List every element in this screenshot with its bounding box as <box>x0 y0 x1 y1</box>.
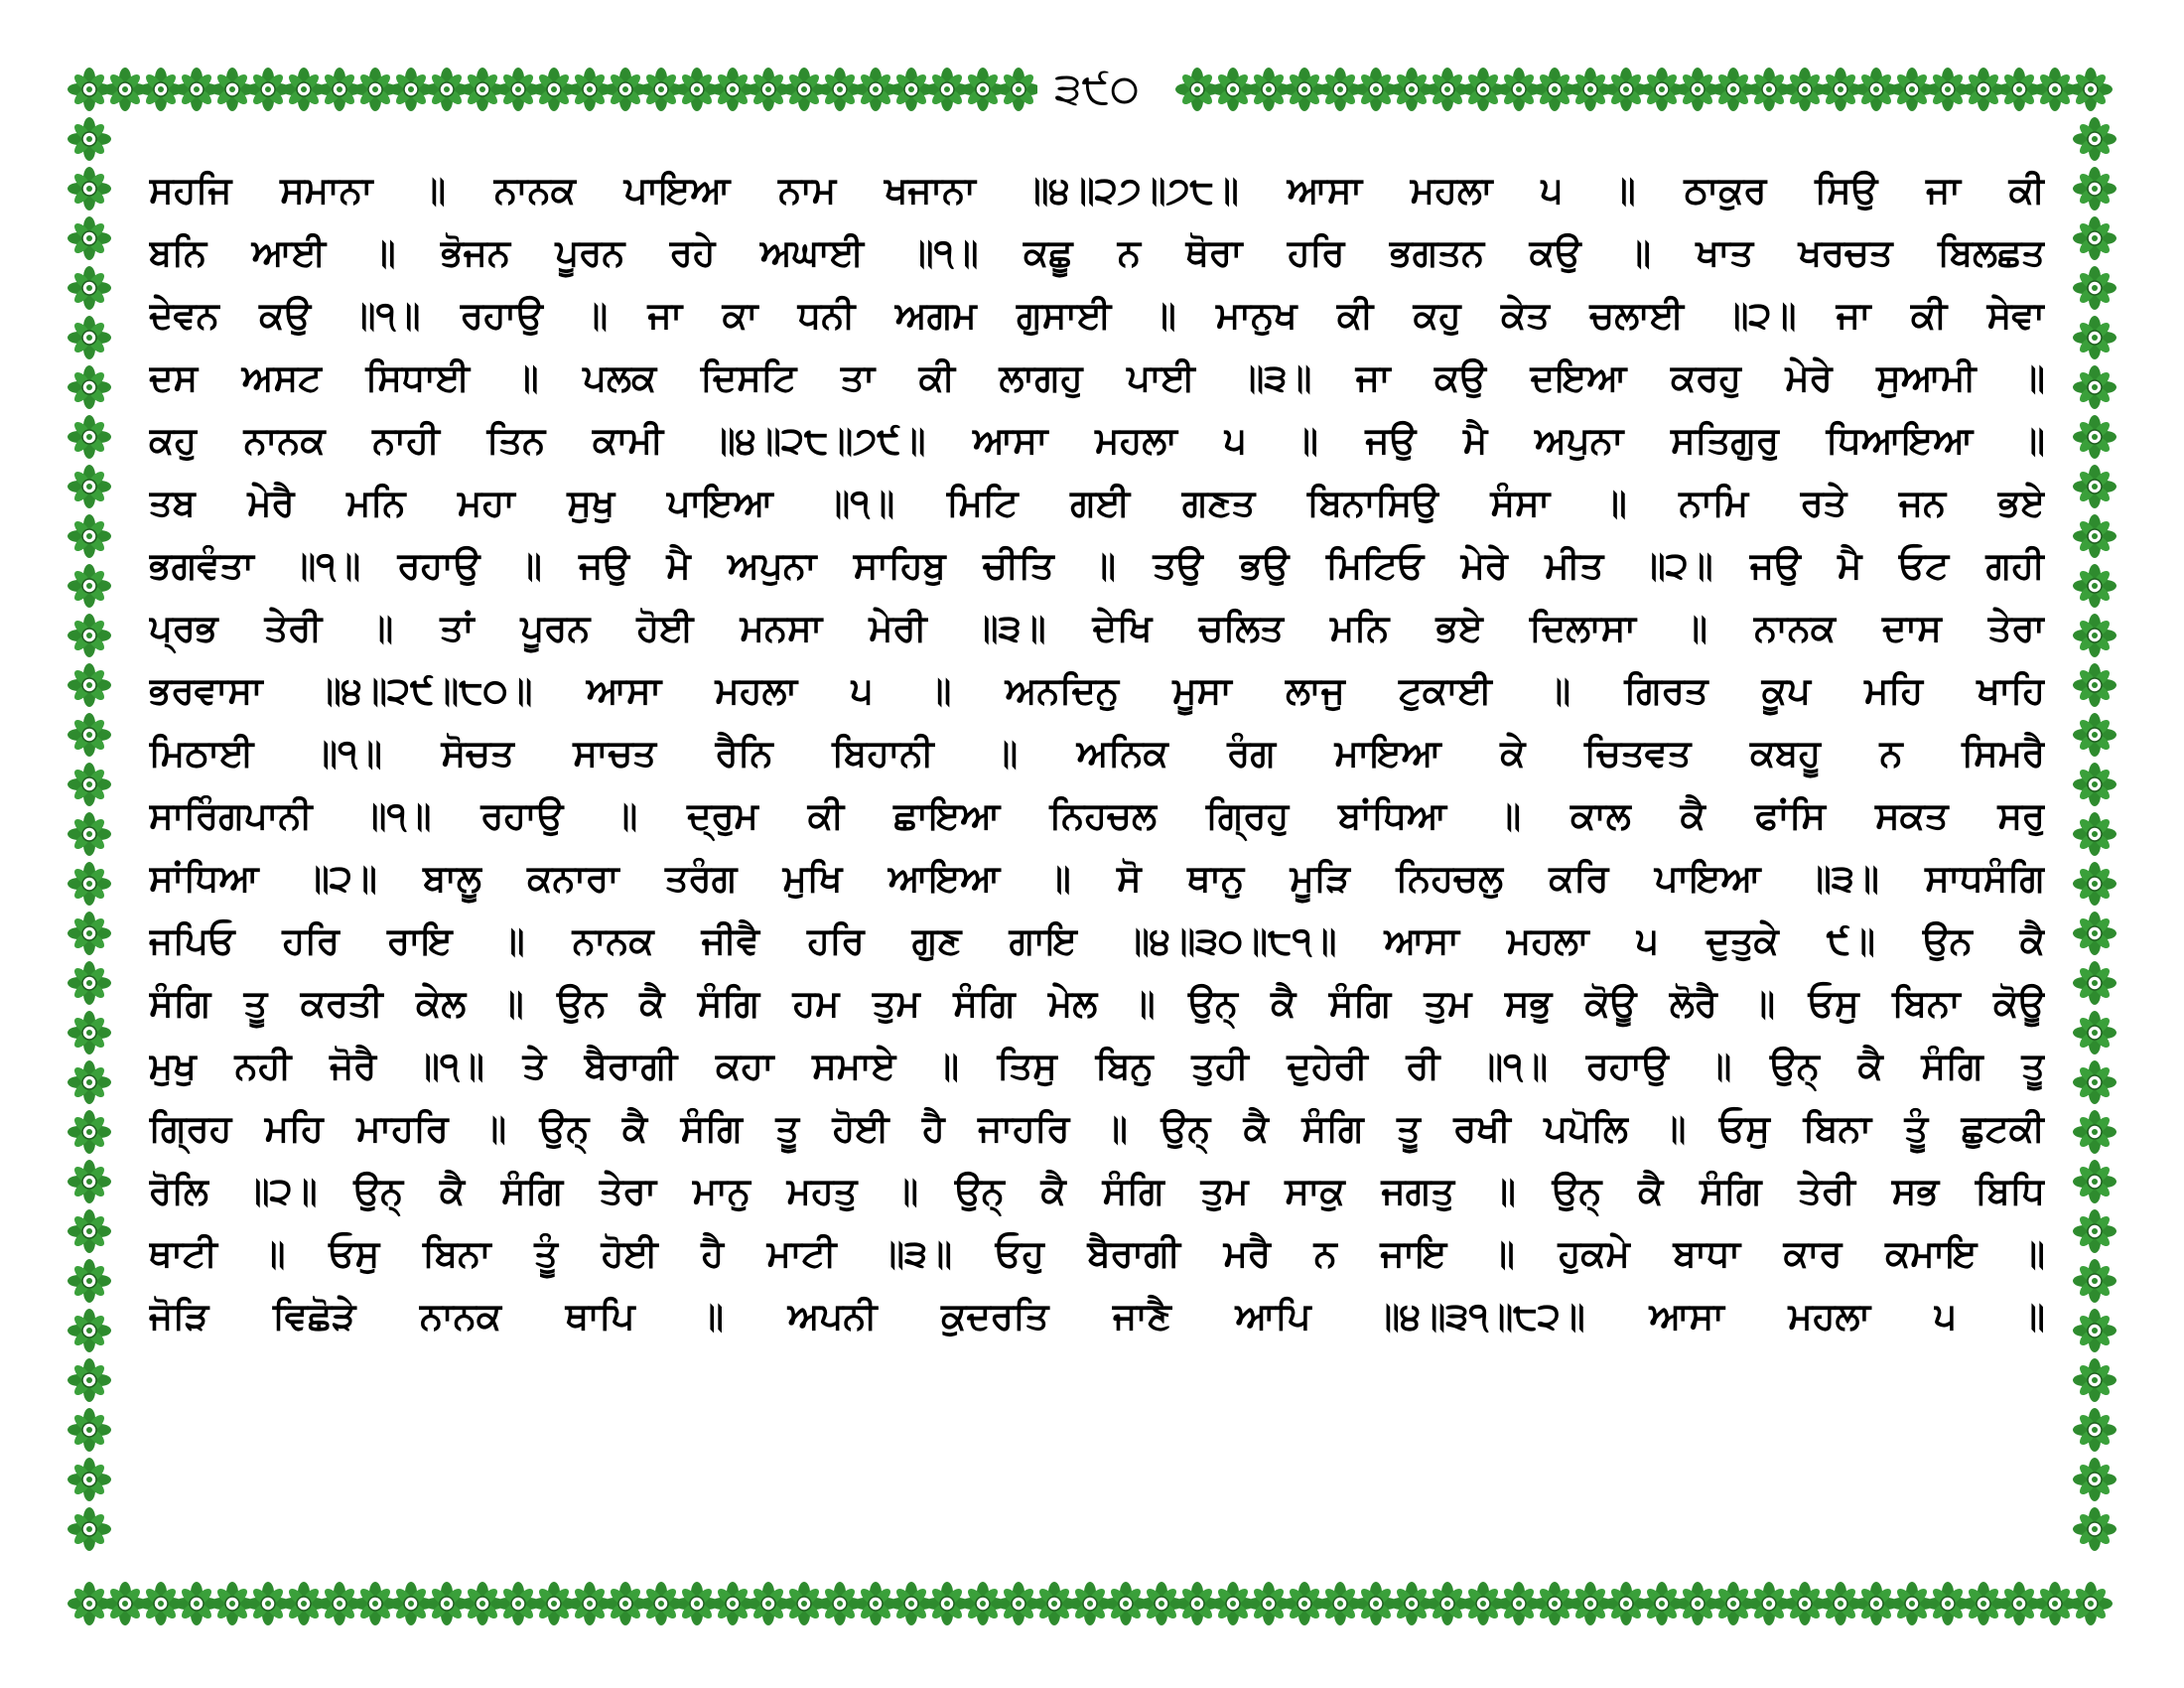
flower-icon <box>2073 663 2116 707</box>
flower-icon <box>68 912 111 955</box>
text-line: ਬਨਿ ਆਈ ॥ ਭੋਜਨ ਪੂਰਨ ਰਹੇ ਅਘਾਈ ॥੧॥ ਕਛੂ ਨ ਥੋਰਾ ਹਰਿ ਭਗਤਨ ਕਉ ॥ ਖਾਤ ਖਰਚਤ ਬਿਲਛਤ <box>149 231 2045 274</box>
flower-icon <box>2073 713 2116 757</box>
text-line: ਗ੍ਰਿਹ ਮਹਿ ਮਾਹਰਿ ॥ ਉਨ੍ ਕੈ ਸੰਗਿ ਤੂ ਹੋਈ ਹੈ ਜਾਹਰਿ ॥ ਉਨ੍ ਕੈ ਸੰਗਿ ਤੂ ਰਖੀ ਪਪੋਲਿ ॥ ਓਸੁ ਬਿਨਾ ਤੂੰ ਛੁਟਕੀ <box>149 1107 2045 1150</box>
flower-icon <box>68 763 111 806</box>
text-line: ਸਾਰਿੰਗਪਾਨੀ ॥੧॥ ਰਹਾਉ ॥ ਦ੍ਰੁਮ ਕੀ ਛਾਇਆ ਨਿਹਚਲ ਗ੍ਰਿਹੁ ਬਾਂਧਿਆ ॥ ਕਾਲ ਕੈ ਫਾਂਸਿ ਸਕਤ ਸਰੁ <box>149 794 2045 837</box>
text-line: ਜਪਿਓ ਹਰਿ ਰਾਇ ॥ ਨਾਨਕ ਜੀਵੈ ਹਰਿ ਗੁਣ ਗਾਇ ॥੪॥੩੦॥੮੧॥ ਆਸਾ ਮਹਲਾ ੫ ਦੁਤੁਕੇ ੯॥ ਉਨ ਕੈ <box>149 919 2045 962</box>
flower-icon <box>2073 1507 2116 1551</box>
flower-icon <box>2073 564 2116 608</box>
flower-icon <box>2073 1458 2116 1501</box>
flower-icon <box>68 1011 111 1055</box>
flower-icon <box>2069 68 2113 111</box>
flower-icon <box>2073 266 2116 310</box>
flower-icon <box>68 862 111 906</box>
flower-icon <box>68 713 111 757</box>
text-line: ਦਸ ਅਸਟ ਸਿਧਾਈ ॥ ਪਲਕ ਦਿਸਟਿ ਤਾ ਕੀ ਲਾਗਹੁ ਪਾਈ ॥੩॥ ਜਾ ਕਉ ਦਇਆ ਕਰਹੁ ਮੇਰੇ ਸੁਆਮੀ ॥ <box>149 356 2045 399</box>
flower-icon <box>68 564 111 608</box>
flower-icon <box>2073 465 2116 508</box>
flower-icon <box>68 1458 111 1501</box>
flower-icon <box>2073 1209 2116 1253</box>
text-line: ਕਹੁ ਨਾਨਕ ਨਾਹੀ ਤਿਨ ਕਾਮੀ ॥੪॥੨੮॥੭੯॥ ਆਸਾ ਮਹਲਾ ੫ ॥ ਜਉ ਮੈ ਅਪੁਨਾ ਸਤਿਗੁਰੁ ਧਿਆਇਆ ॥ <box>149 419 2045 462</box>
flower-icon <box>2073 514 2116 558</box>
flower-icon <box>68 1259 111 1303</box>
text-line: ਭਰਵਾਸਾ ॥੪॥੨੯॥੮੦॥ ਆਸਾ ਮਹਲਾ ੫ ॥ ਅਨਦਿਨੁ ਮੂਸਾ ਲਾਜੁ ਟੁਕਾਈ ॥ ਗਿਰਤ ਕੂਪ ਮਹਿ ਖਾਹਿ <box>149 669 2045 712</box>
flower-icon <box>68 812 111 856</box>
text-line: ਤਬ ਮੇਰੈ ਮਨਿ ਮਹਾ ਸੁਖੁ ਪਾਇਆ ॥੧॥ ਮਿਟਿ ਗਈ ਗਣਤ ਬਿਨਾਸਿਉ ਸੰਸਾ ॥ ਨਾਮਿ ਰਤੇ ਜਨ ਭਏ <box>149 482 2045 524</box>
flower-icon <box>68 167 111 211</box>
text-line: ਜੋੜਿ ਵਿਛੋੜੇ ਨਾਨਕ ਥਾਪਿ ॥ ਅਪਨੀ ਕੁਦਰਤਿ ਜਾਣੈ ਆਪਿ ॥੪॥੩੧॥੮੨॥ ਆਸਾ ਮਹਲਾ ੫ ॥ <box>149 1295 2045 1337</box>
page-number: ੩੯੦ <box>1037 60 1157 119</box>
flower-icon <box>2073 365 2116 409</box>
flower-icon <box>2073 961 2116 1005</box>
flower-icon <box>2073 167 2116 211</box>
flower-icon <box>2073 763 2116 806</box>
flower-icon <box>2073 1358 2116 1402</box>
flower-icon <box>68 316 111 359</box>
flower-icon <box>68 216 111 260</box>
flower-icon <box>997 68 1040 111</box>
text-line: ਭਗਵੰਤਾ ॥੧॥ ਰਹਾਉ ॥ ਜਉ ਮੈ ਅਪੁਨਾ ਸਾਹਿਬੁ ਚੀਤਿ ॥ ਤਉ ਭਉ ਮਿਟਿਓ ਮੇਰੇ ਮੀਤ ॥੨॥ ਜਉ ਮੈ ਓਟ ਗਹੀ <box>149 544 2045 587</box>
gurbani-text <box>149 159 2045 1539</box>
flower-icon <box>68 1209 111 1253</box>
text-line: ਦੇਵਨ ਕਉ ॥੧॥ ਰਹਾਉ ॥ ਜਾ ਕਾ ਧਨੀ ਅਗਮ ਗੁਸਾਈ ॥ ਮਾਨੁਖ ਕੀ ਕਹੁ ਕੇਤ ਚਲਾਈ ॥੨॥ ਜਾ ਕੀ ਸੇਵਾ <box>149 294 2045 337</box>
flower-icon <box>68 1060 111 1104</box>
flower-icon <box>68 1160 111 1203</box>
flower-icon <box>2073 216 2116 260</box>
flower-icon <box>68 1110 111 1154</box>
text-line: ਸਹਜਿ ਸਮਾਨਾ ॥ ਨਾਨਕ ਪਾਇਆ ਨਾਮ ਖਜਾਨਾ ॥੪॥੨੭॥੭੮॥ ਆਸਾ ਮਹਲਾ ੫ ॥ ਠਾਕੁਰ ਸਿਉ ਜਾ ਕੀ <box>149 169 2045 211</box>
flower-icon <box>68 365 111 409</box>
flower-icon <box>68 415 111 459</box>
flower-icon <box>2073 912 2116 955</box>
flower-icon <box>2073 1309 2116 1352</box>
flower-icon <box>2073 1011 2116 1055</box>
flower-icon <box>2073 862 2116 906</box>
flower-icon <box>2073 117 2116 161</box>
flower-icon <box>68 614 111 657</box>
flower-icon <box>2073 812 2116 856</box>
flower-icon <box>68 465 111 508</box>
flower-icon <box>68 961 111 1005</box>
flower-icon <box>68 266 111 310</box>
flower-icon <box>68 1358 111 1402</box>
flower-icon <box>2069 1582 2113 1625</box>
flower-icon <box>2073 316 2116 359</box>
flower-icon <box>68 1408 111 1452</box>
text-line: ਮੁਖੁ ਨਹੀ ਜੋਰੈ ॥੧॥ ਤੇ ਬੈਰਾਗੀ ਕਹਾ ਸਮਾਏ ॥ ਤਿਸੁ ਬਿਨੁ ਤੁਹੀ ਦੁਹੇਰੀ ਰੀ ॥੧॥ ਰਹਾਉ ॥ ਉਨ੍ ਕੈ ਸੰਗਿ ਤੂ <box>149 1045 2045 1087</box>
flower-icon <box>68 514 111 558</box>
text-line: ਮਿਠਾਈ ॥੧॥ ਸੋਚਤ ਸਾਚਤ ਰੈਨਿ ਬਿਹਾਨੀ ॥ ਅਨਿਕ ਰੰਗ ਮਾਇਆ ਕੇ ਚਿਤਵਤ ਕਬਹੂ ਨ ਸਿਮਰੈ <box>149 732 2045 774</box>
flower-icon <box>68 117 111 161</box>
flower-icon <box>68 663 111 707</box>
text-line: ਪ੍ਰਭ ਤੇਰੀ ॥ ਤਾਂ ਪੂਰਨ ਹੋਈ ਮਨਸਾ ਮੇਰੀ ॥੩॥ ਦੇਖਿ ਚਲਿਤ ਮਨਿ ਭਏ ਦਿਲਾਸਾ ॥ ਨਾਨਕ ਦਾਸ ਤੇਰਾ <box>149 607 2045 649</box>
flower-icon <box>2073 1160 2116 1203</box>
flower-icon <box>68 1309 111 1352</box>
text-line: ਸਾਂਧਿਆ ॥੨॥ ਬਾਲੂ ਕਨਾਰਾ ਤਰੰਗ ਮੁਖਿ ਆਇਆ ॥ ਸੋ ਥਾਨੁ ਮੂੜਿ ਨਿਹਚਲੁ ਕਰਿ ਪਾਇਆ ॥੩॥ ਸਾਧਸੰਗਿ <box>149 857 2045 900</box>
flower-icon <box>2073 415 2116 459</box>
text-line: ਰੋਲਿ ॥੨॥ ਉਨ੍ ਕੈ ਸੰਗਿ ਤੇਰਾ ਮਾਨੁ ਮਹਤੁ ॥ ਉਨ੍ ਕੈ ਸੰਗਿ ਤੁਮ ਸਾਕੁ ਜਗਤੁ ॥ ਉਨ੍ ਕੈ ਸੰਗਿ ਤੇਰੀ ਸਭ ਬਿਧਿ <box>149 1170 2045 1212</box>
text-line: ਸੰਗਿ ਤੂ ਕਰਤੀ ਕੇਲ ॥ ਉਨ ਕੈ ਸੰਗਿ ਹਮ ਤੁਮ ਸੰਗਿ ਮੇਲ ॥ ਉਨ੍ ਕੈ ਸੰਗਿ ਤੁਮ ਸਭੁ ਕੋਊ ਲੋਰੈ ॥ ਓਸੁ ਬਿਨਾ ਕੋਊ <box>149 982 2045 1025</box>
flower-icon <box>2073 1110 2116 1154</box>
flower-icon <box>68 1507 111 1551</box>
flower-icon <box>2073 1259 2116 1303</box>
flower-icon <box>2073 1408 2116 1452</box>
flower-icon <box>2073 1060 2116 1104</box>
flower-icon <box>2073 614 2116 657</box>
text-line: ਥਾਟੀ ॥ ਓਸੁ ਬਿਨਾ ਤੂੰ ਹੋਈ ਹੈ ਮਾਟੀ ॥੩॥ ਓਹੁ ਬੈਰਾਗੀ ਮਰੈ ਨ ਜਾਇ ॥ ਹੁਕਮੇ ਬਾਧਾ ਕਾਰ ਕਮਾਇ ॥ <box>149 1232 2045 1275</box>
